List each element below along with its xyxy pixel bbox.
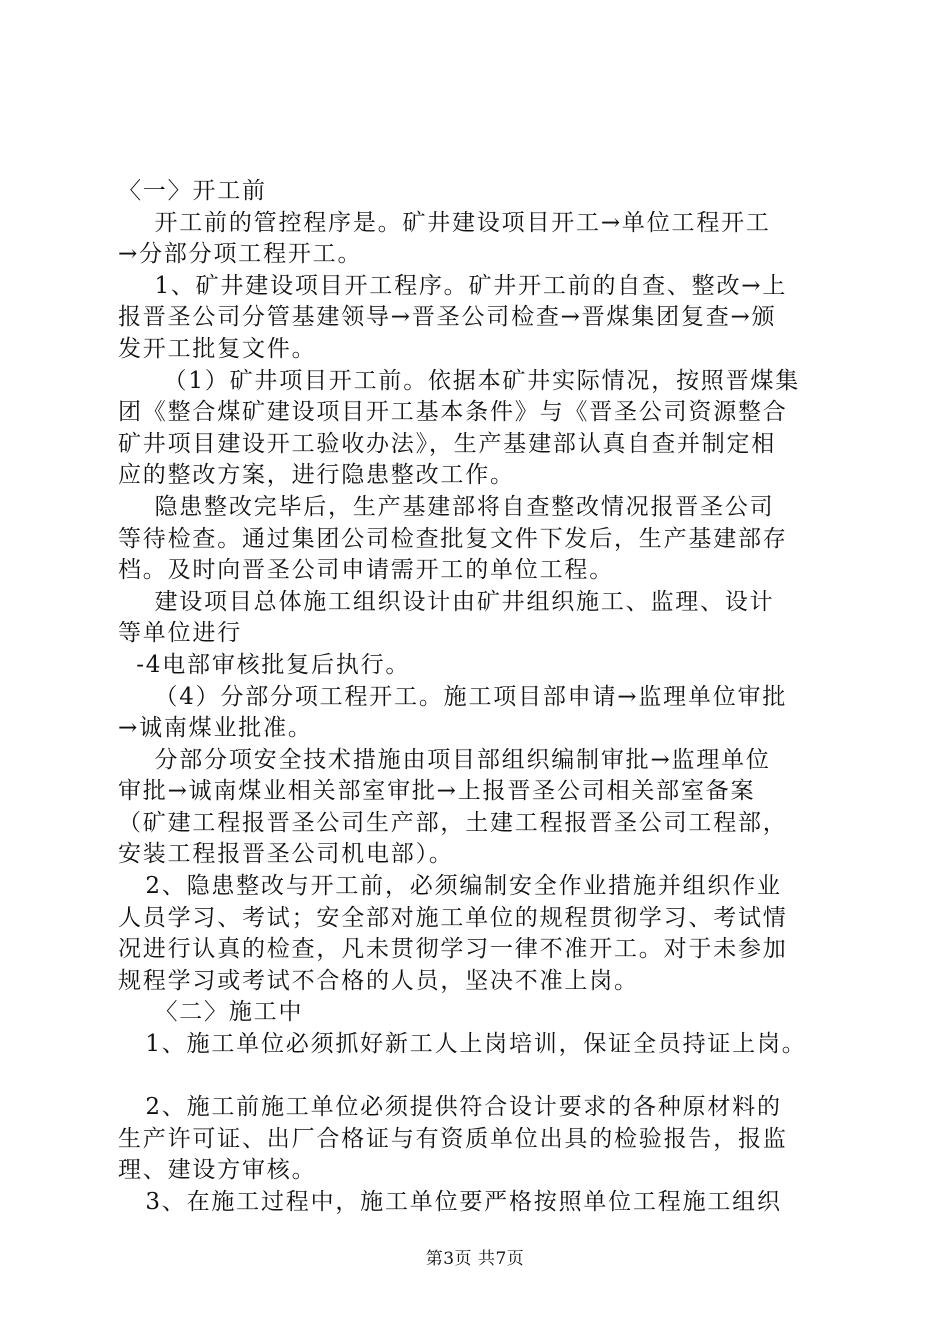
text-line: 安装工程报晋圣公司机电部）。 <box>118 841 454 868</box>
text-line: 隐患整改完毕后，生产基建部将自查整改情况报晋圣公司 <box>118 493 775 520</box>
text-line: 〈一〉开工前 <box>118 178 267 204</box>
text-line: 应的整改方案，进行隐患整改工作。 <box>118 462 515 489</box>
text-line: 1、施工单位必须抓好新工人上岗培训，保证全员持证上岗。 <box>118 1031 807 1058</box>
text-line: 发开工批复文件。 <box>118 335 317 362</box>
document-body <box>118 176 838 1219</box>
text-line: 规程学习或考试不合格的人员，坚决不准上岗。 <box>118 967 639 994</box>
text-line: （矿建工程报晋圣公司生产部，土建工程报晋圣公司工程部， <box>118 809 788 836</box>
text-line: 报晋圣公司分管基建领导→晋圣公司检查→晋煤集团复查→颁 <box>118 304 777 331</box>
text-line: 开工前的管控程序是。矿井建设项目开工→单位工程开工 <box>118 209 771 236</box>
text-line: 〈二〉施工中 <box>118 999 304 1026</box>
text-line: 人员学习、考试；安全部对施工单位的规程贯彻学习、考试情 <box>118 904 788 931</box>
text-line: 分部分项安全技术措施由项目部组织编制审批→监理单位 <box>118 746 771 773</box>
page-number-label: 第3页 共7页 <box>425 1249 525 1269</box>
text-line: 理、建设方审核。 <box>118 1157 317 1184</box>
text-line: 团《整合煤矿建设项目开工基本条件》与《晋圣公司资源整合 <box>118 399 788 426</box>
text-line: 2、隐患整改与开工前，必须编制安全作业措施并组织作业 <box>118 873 782 900</box>
text-line: 1、矿井建设项目开工程序。矿井开工前的自查、整改→上 <box>118 272 788 299</box>
text-line: 生产许可证、出厂合格证与有资质单位出具的检验报告，报监 <box>118 1125 788 1152</box>
text-line: →分部分项工程开工。 <box>118 241 363 268</box>
text-line: 审批→诚南煤业相关部室审批→上报晋圣公司相关部室备案 <box>118 778 756 805</box>
page-footer <box>0 1244 950 1269</box>
text-line: （4）分部分项工程开工。施工项目部申请→监理单位审批 <box>118 683 788 710</box>
blank-line <box>118 1061 838 1093</box>
text-line: 等单位进行 <box>118 620 242 647</box>
text-line: →诚南煤业批准。 <box>118 715 313 742</box>
text-line: 矿井项目建设开工验收办法》，生产基建部认真自查并制定相 <box>118 430 777 457</box>
text-line: 况进行认真的检查，凡未贯彻学习一律不准开工。对于未参加 <box>118 936 788 963</box>
text-line: （1）矿井项目开工前。依据本矿井实际情况，按照晋煤集 <box>118 367 800 394</box>
text-line: 3、在施工过程中，施工单位要严格按照单位工程施工组织 <box>118 1189 782 1215</box>
text-line: 建设项目总体施工组织设计由矿井组织施工、监理、设计 <box>118 588 775 615</box>
text-line: -4电部审核批复后执行。 <box>118 651 411 678</box>
text-line: 等待检查。通过集团公司检查批复文件下发后，生产基建部存 <box>118 525 788 552</box>
text-line: 档。及时向晋圣公司申请需开工的单位工程。 <box>118 557 614 584</box>
text-line: 2、施工前施工单位必须提供符合设计要求的各种原材料的 <box>118 1094 782 1121</box>
